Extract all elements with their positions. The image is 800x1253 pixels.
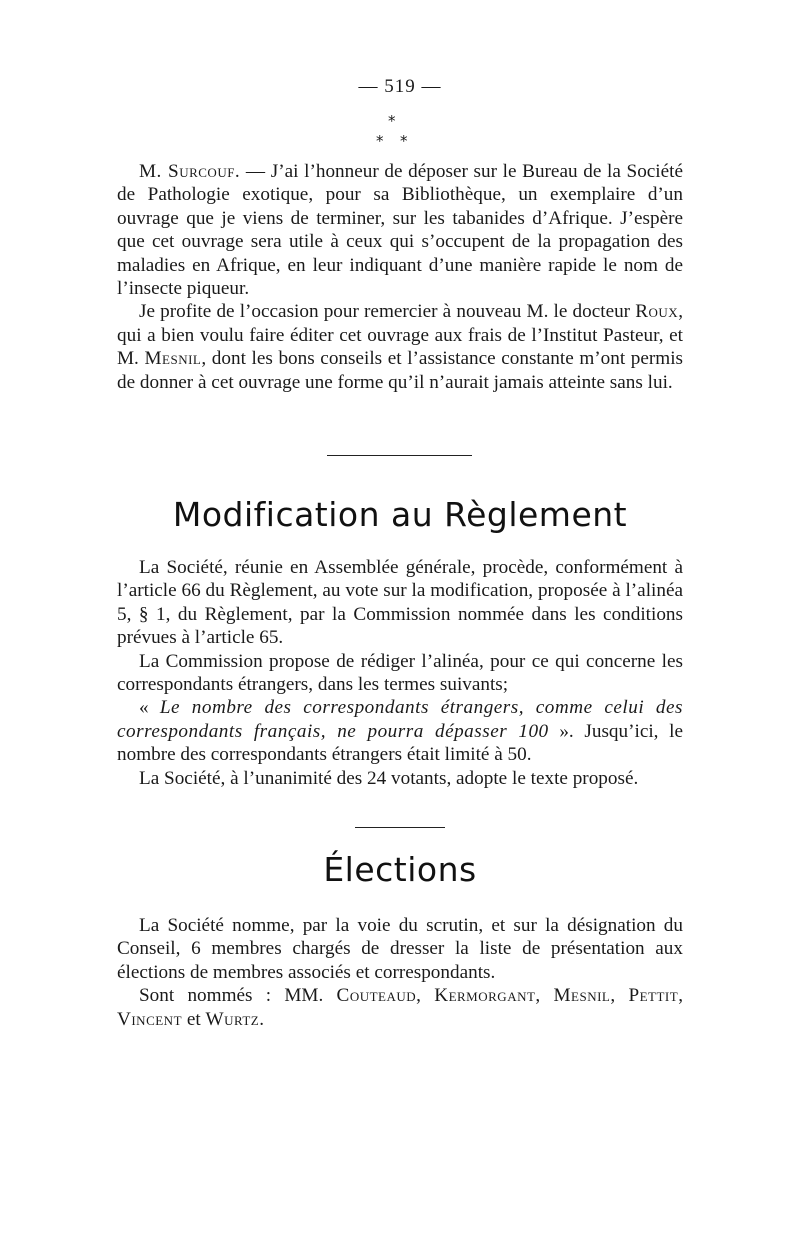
name-kermorgant: Kermorgant <box>434 985 536 1007</box>
section-divider-rule <box>327 455 472 456</box>
asterism-star-icon: * <box>400 132 408 150</box>
surcouf-text-2a: Je profite de l’occasion pour remercier à nouveau M. le docteur <box>139 301 636 323</box>
quote-open: « <box>139 697 160 719</box>
quote-close-text: ». Jusqu’ici, le nombre des correspondants étrangers était limité à 50. <box>117 720 683 766</box>
name-mesnil-elected: Mesnil <box>553 985 611 1007</box>
reglement-section <box>117 556 683 790</box>
quoted-rule-text: Le nombre des correspondants étrangers, comme celui des correspondants français, ne pourra dépasser 100 <box>117 697 683 742</box>
name-vincent: Vincent <box>117 1008 183 1030</box>
separator: , <box>416 985 435 1007</box>
reglement-paragraph-3 <box>117 696 683 766</box>
separator: et <box>182 1008 206 1030</box>
heading-reglement: Modification au Règlement <box>172 495 628 534</box>
asterism-divider <box>370 114 420 158</box>
section-divider-rule <box>355 827 445 828</box>
page-number: — 519 — <box>358 76 442 97</box>
separator: , <box>535 985 554 1007</box>
asterism-star-icon: * <box>388 112 396 130</box>
surcouf-text-2b: , qui a bien voulu faire éditer cet ouvrage aux frais de l’Institut Pasteur, et M. <box>117 301 683 370</box>
surcouf-text-2c: , dont les bons conseils et l’assistance constante m’ont permis de donner à cet ouvrage une forme qu’il n’aurait jamais atteinte sans lui. <box>117 348 684 393</box>
surcouf-section <box>117 160 683 394</box>
speaker-name: M. Surcouf. <box>139 161 241 182</box>
reglement-paragraph-2: La Commission propose de rédiger l’alinéa, pour ce qui concerne les correspondants étrangers, dans les termes suivants; <box>117 650 683 696</box>
heading-elections: Élections <box>323 850 477 889</box>
reglement-paragraph-1: La Société, réunie en Assemblée générale, procède, conformément à l’article 66 du Règlement, au vote sur la modification, proposée à l’alinéa 5, § 1, du Règlement, par la Commission nommée dans les conditions prévues à l’article 65. <box>117 557 683 649</box>
surcouf-paragraph-2 <box>117 300 683 394</box>
separator: , <box>610 985 629 1007</box>
surcouf-paragraph-1 <box>117 160 683 300</box>
reglement-paragraph-4: La Société, à l’unanimité des 24 votants, adopte le texte proposé. <box>139 767 639 789</box>
name-roux: Roux <box>635 301 679 323</box>
elections-intro: Sont nommés : MM. <box>139 985 337 1007</box>
asterism-star-icon: * <box>376 132 384 150</box>
name-pettit: Pettit <box>628 985 679 1007</box>
separator: . <box>259 1008 265 1030</box>
elections-paragraph-1: La Société nomme, par la voie du scrutin, et sur la désignation du Conseil, 6 membres chargés de dresser la liste de présentation aux élections de membres associés et correspondants. <box>117 915 683 983</box>
name-mesnil: Mesnil <box>144 348 202 370</box>
surcouf-text-1: — J’ai l’honneur de déposer sur le Bureau de la Société de Pathologie exotique, pour sa Bibliothèque, un exemplaire d’un ouvrage que je viens de terminer, sur les tabanides d’Afrique. J’espère que cet ouvrage sera utile à ceux qui s’occupent de la propagation des maladies en Afrique, en leur indiquant d’une manière rapide le nom de l’insecte piqueur. <box>117 161 684 300</box>
name-wurtz: Wurtz <box>205 1008 260 1030</box>
name-couteaud: Couteaud <box>336 985 417 1007</box>
elections-section <box>117 914 683 1031</box>
separator: , <box>678 985 683 1007</box>
elections-paragraph-2 <box>117 984 683 1031</box>
